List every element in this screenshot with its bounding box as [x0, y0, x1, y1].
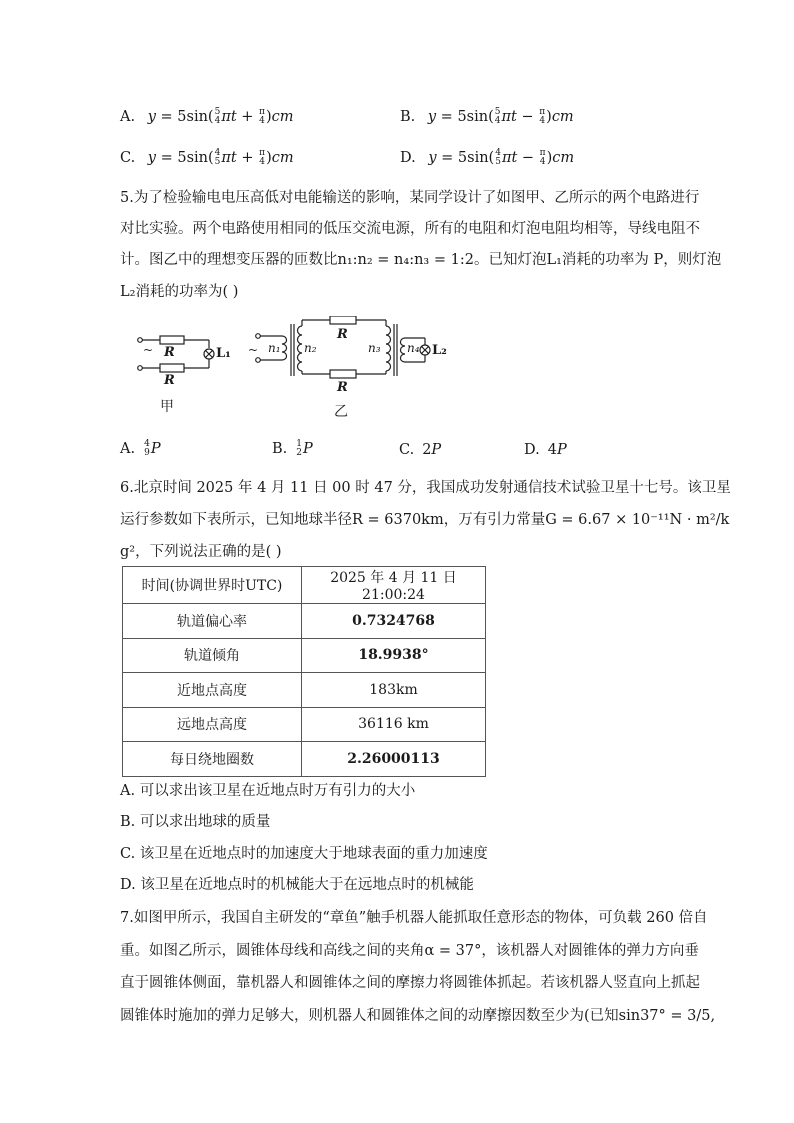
table-row	[123, 742, 486, 777]
q4-option-a: A. y = 5sin( 5 4 πt + π 4 )cm	[120, 107, 294, 126]
yi-label: 乙	[334, 404, 348, 420]
q7-line-3: 直于圆锥体侧面，靠机器人和圆锥体之间的摩擦力将圆锥体抓起。若该机器人竖直向上抓起	[120, 975, 700, 991]
table-value: 2.26000113	[302, 742, 486, 777]
l2-label: L₂	[432, 343, 447, 358]
q4-option-b: B. y = 5sin( 5 4 πt − π 4 )cm	[400, 107, 574, 126]
jia-label: 甲	[160, 399, 174, 415]
q6-option-c	[120, 842, 488, 863]
q6-option-d	[120, 873, 474, 894]
jia-r2-label: R	[164, 373, 175, 388]
q7-line-1: 7.如图甲所示，我国自主研发的“章鱼”触手机器人能抓取任意形态的物体，可负载 260 倍自	[120, 910, 708, 926]
q5-option-b: B. 1 2 P	[272, 439, 313, 458]
q7-line-4: 圆锥体时施加的弹力足够大，则机器人和圆锥体之间的动摩擦因数至少为(已知sin37° = 3/5,	[120, 1008, 716, 1024]
option-label: A.	[120, 783, 136, 799]
table-value: 0.7324768	[302, 604, 486, 639]
table-row	[123, 567, 486, 604]
q5-line-2: 对比实验。两个电路使用相同的低压交流电源，所有的电阻和灯泡电阻均相等，导线电阻不	[120, 221, 700, 237]
option-text: 该卫星在近地点时的机械能大于在远地点时的机械能	[140, 877, 474, 893]
table-key: 近地点高度	[123, 673, 302, 708]
q6-line-1: 6.北京时间 2025 年 4 月 11 日 00 时 47 分，我国成功发射通信技术试验卫星十七号。该卫星	[120, 480, 731, 496]
yi-r2-label: R	[337, 380, 348, 395]
table-row	[123, 673, 486, 708]
table-key: 时间(协调世界时UTC)	[123, 567, 302, 604]
n1-label: n₁	[268, 341, 281, 355]
option-text: 可以求出该卫星在近地点时万有引力的大小	[139, 783, 416, 799]
q6-option-b	[120, 810, 270, 831]
q5-line-1: 5.为了检验输电电压高低对电能输送的影响，某同学设计了如图甲、乙所示的两个电路进行	[120, 190, 700, 206]
orbit-parameter-table	[122, 566, 486, 777]
q5-option-d: D. 4P	[524, 442, 567, 458]
jia-r1-label: R	[164, 345, 175, 360]
jia-tilde: ~	[143, 343, 154, 357]
q5-line-4: L₂消耗的功率为( )	[120, 284, 239, 300]
table-value: 36116 km	[302, 707, 486, 742]
q6-line-3: g²，下列说法正确的是( )	[120, 544, 282, 560]
n4-label: n₄	[407, 341, 420, 355]
yi-r1-label: R	[337, 327, 348, 342]
option-label: C.	[120, 846, 136, 862]
q7-line-2: 重。如图乙所示，圆锥体母线和高线之间的夹角α = 37°，该机器人对圆锥体的弹力方向垂	[120, 943, 699, 959]
q5-option-a: A. 4 9 P	[120, 439, 161, 458]
n2-label: n₂	[304, 341, 317, 355]
q4-option-d: D. y = 5sin( 4 5 πt − π 4 )cm	[400, 148, 575, 167]
l1-label: L₁	[216, 346, 231, 361]
option-text: 该卫星在近地点时的加速度大于地球表面的重力加速度	[139, 846, 488, 862]
table-key: 轨道倾角	[123, 638, 302, 673]
circuit-diagram	[130, 316, 460, 420]
table-key: 轨道偏心率	[123, 604, 302, 639]
table-value: 2025 年 4 月 11 日21:00:24	[302, 567, 486, 604]
q6-line-2: 运行参数如下表所示，已知地球半径R = 6370km，万有引力常量G = 6.67 × 10⁻¹¹N · m²/k	[120, 512, 730, 528]
table-key: 远地点高度	[123, 707, 302, 742]
table-value: 18.9938°	[302, 638, 486, 673]
q6-option-a	[120, 779, 415, 800]
table-key: 每日绕地圈数	[123, 742, 302, 777]
q5-line-3: 计。图乙中的理想变压器的匝数比n₁:n₂ = n₄:n₃ = 1:2。已知灯泡L₁消耗的功率为 P，则灯泡	[120, 252, 722, 268]
n3-label: n₃	[368, 341, 381, 355]
q4-option-c: C. y = 5sin( 4 5 πt + π 4 )cm	[120, 148, 294, 167]
table-row	[123, 707, 486, 742]
option-label: B.	[120, 814, 136, 830]
option-text: 可以求出地球的质量	[139, 814, 271, 830]
table-row	[123, 604, 486, 639]
q5-option-c: C. 2P	[399, 442, 442, 458]
table-value: 183km	[302, 673, 486, 708]
option-label: D.	[120, 877, 136, 893]
yi-tilde: ~	[248, 343, 259, 357]
table-row	[123, 638, 486, 673]
